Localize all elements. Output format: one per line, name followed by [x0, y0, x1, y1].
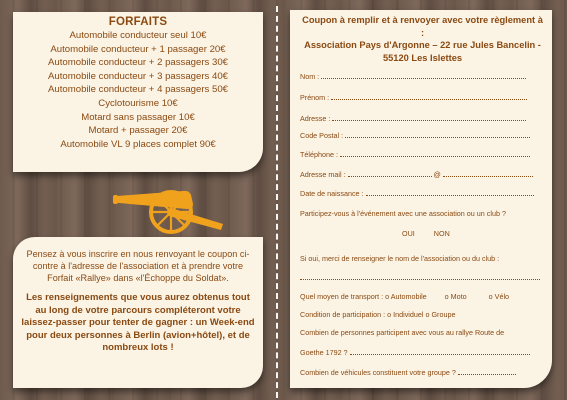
question-transport[interactable] — [300, 292, 542, 302]
question-personnes: Combien de personnes participent avec vous au rallye Route de — [300, 328, 505, 337]
yes-no-options[interactable] — [402, 229, 542, 239]
field-association-name[interactable] — [300, 273, 542, 283]
field-code-postal[interactable] — [300, 131, 542, 141]
at-sign: @ — [433, 170, 441, 179]
field-line[interactable] — [345, 131, 530, 138]
option-individuel-groupe[interactable]: o Individuel o Groupe — [387, 310, 456, 319]
field-label: Adresse mail : — [300, 170, 346, 179]
field-adresse[interactable] — [300, 114, 542, 124]
field-line[interactable] — [366, 189, 534, 196]
field-telephone[interactable] — [300, 150, 542, 160]
forfait-item: Motard sans passager 10€ — [81, 111, 195, 123]
option-oui[interactable]: OUI — [402, 229, 415, 238]
coupon-heading-line: Coupon à remplir et à renvoyer avec votre règlement à : — [302, 15, 543, 38]
field-line[interactable] — [458, 368, 516, 375]
forfait-item: Automobile conducteur + 4 passagers 50€ — [48, 84, 228, 96]
field-line[interactable] — [300, 273, 540, 280]
promo-prize: Les renseignements que vous aurez obtenus tout au long de votre parcours compléteront votre laissez-passer pour tenter de gagner : un Week-end pour deux personnes à Berlin (avion+hôtel), et de nombreux lots ! — [21, 292, 255, 354]
forfait-item: Automobile conducteur seul 10€ — [69, 30, 207, 41]
field-prenom[interactable] — [300, 93, 542, 103]
question-condition[interactable] — [300, 310, 542, 320]
field-label: Adresse : — [300, 114, 331, 123]
field-label: Prénom : — [300, 93, 330, 102]
forfaits-title: FORFAITS — [108, 16, 168, 28]
field-line[interactable] — [340, 150, 530, 157]
coupon-heading-line: Association Pays d'Argonne – 22 rue Jules Bancelin - — [304, 40, 541, 51]
field-label: Téléphone : — [300, 150, 338, 159]
option-velo[interactable]: o Vélo — [488, 292, 510, 301]
field-label: Code Postal : — [300, 131, 344, 140]
field-label: Goethe 1792 ? — [300, 348, 348, 357]
field-line[interactable] — [321, 72, 526, 79]
field-line[interactable] — [350, 348, 530, 355]
field-line[interactable] — [331, 93, 527, 100]
forfait-item: Cyclotourisme 10€ — [98, 97, 178, 109]
forfaits-card — [13, 12, 263, 172]
promo-card — [13, 237, 263, 388]
field-vehicules[interactable] — [300, 368, 542, 378]
field-label: Combien de véhicules constituent votre groupe ? — [300, 368, 456, 377]
field-label: Quel moyen de transport : — [300, 292, 384, 301]
forfait-item: Automobile conducteur + 1 passager 20€ — [50, 43, 226, 55]
option-moto[interactable]: o Moto — [444, 292, 467, 301]
forfait-item: Motard + passager 20€ — [88, 125, 188, 137]
question-si-oui: Si oui, merci de renseigner le nom de l'association ou du club : — [300, 254, 500, 263]
coupon-heading — [300, 14, 545, 64]
field-line[interactable] — [348, 170, 432, 177]
field-label: Condition de participation : — [300, 310, 386, 319]
coupon-card — [290, 10, 552, 388]
field-line[interactable] — [332, 114, 526, 121]
promo-intro: Pensez à vous inscrire en nous renvoyant le coupon ci-contre à l'adresse de l'association et à prendre votre Forfait «Rallye» dans «l'Échoppe du Soldat». — [26, 249, 250, 283]
field-adresse-mail[interactable] — [300, 170, 542, 180]
field-date-naissance[interactable] — [300, 189, 542, 199]
field-nom[interactable] — [300, 72, 542, 82]
option-non[interactable]: NON — [433, 229, 450, 238]
forfait-item: Automobile VL 9 places complet 90€ — [60, 138, 216, 150]
forfait-item: Automobile conducteur + 2 passagers 30€ — [48, 57, 228, 69]
field-line[interactable] — [443, 170, 533, 177]
field-personnes[interactable] — [300, 348, 542, 358]
forfait-item: Automobile conducteur + 3 passagers 40€ — [48, 70, 228, 82]
field-label: Date de naissance : — [300, 189, 364, 198]
option-automobile[interactable]: o Automobile — [385, 292, 427, 301]
fold-divider — [276, 6, 278, 398]
coupon-heading-line: 55120 Les Islettes — [382, 52, 463, 63]
field-label: Nom : — [300, 72, 320, 81]
cannon-icon — [113, 176, 225, 234]
question-association: Participez-vous à l'événement avec une association ou un club ? — [300, 209, 506, 218]
